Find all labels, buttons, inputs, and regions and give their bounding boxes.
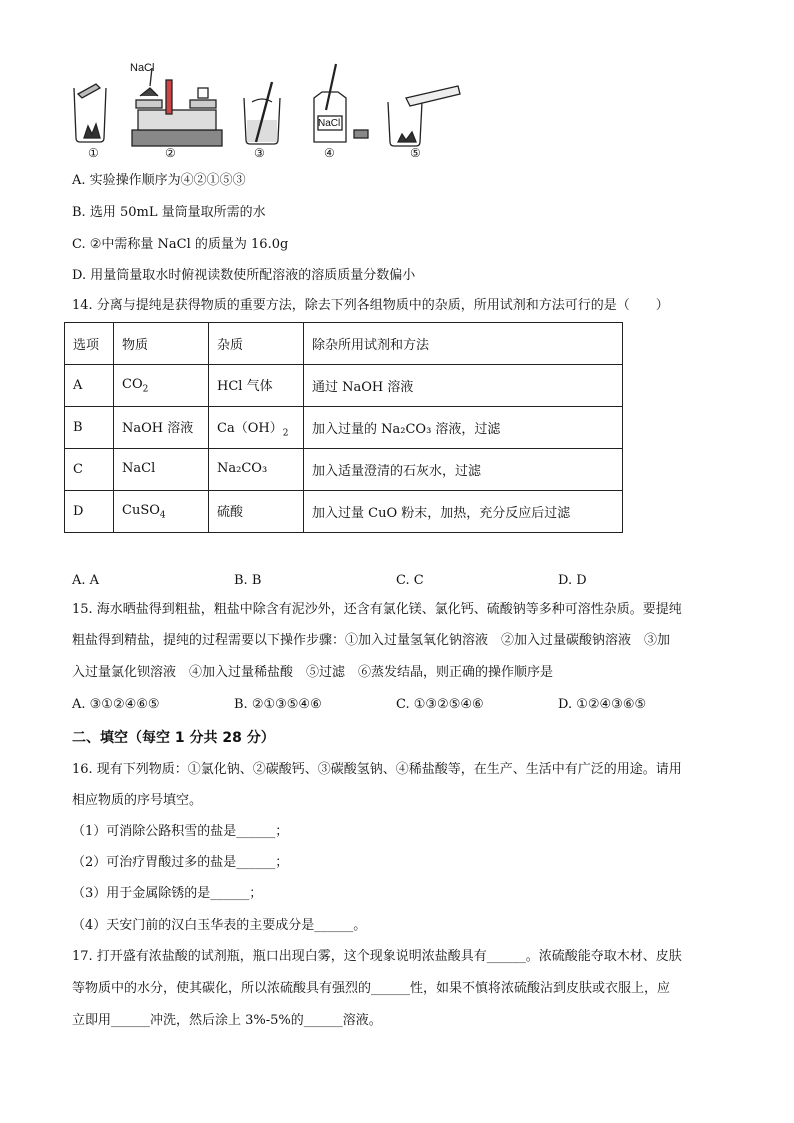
q15-line-1: 15. 海水晒盐得到粗盐，粗盐中除含有泥沙外，还含有氯化镁、氯化钙、硫酸钠等多种可溶性杂质。要提纯: [72, 602, 682, 617]
q14-table: [64, 322, 623, 533]
table-header-row: [65, 323, 623, 365]
q17-line-1: 17. 打开盛有浓盐酸的试剂瓶，瓶口出现白雾，这个现象说明浓盐酸具有______。浓硫酸能夺取木材、皮肤: [72, 949, 682, 964]
table-cell-option: D: [65, 491, 114, 533]
table-cell-option: B: [65, 407, 114, 449]
step-label-4: ④: [324, 146, 335, 160]
table-row: [65, 491, 623, 533]
q15-choice-a: A. ③①②④⑥⑤: [72, 697, 160, 712]
table-cell-option: C: [65, 449, 114, 491]
table-cell-method: 加入适量澄清的石灰水，过滤: [304, 449, 623, 491]
table-cell-impurity: Na₂CO₃: [209, 449, 304, 491]
q14-stem: 14. 分离与提纯是获得物质的重要方法，除去下列各组物质中的杂质，所用试剂和方法可行的是（ ）: [72, 298, 669, 313]
table-row: [65, 365, 623, 407]
table-row: [65, 449, 623, 491]
q15-choices: [72, 697, 646, 712]
q14-choice-b: B. B: [234, 573, 262, 588]
table-cell-impurity: HCl 气体: [209, 365, 304, 407]
reagent-bottle-icon: [314, 64, 368, 142]
q15-line-3: 入过量氯化钡溶液 ④加入过量稀盐酸 ⑤过滤 ⑥蒸发结晶，则正确的操作顺序是: [72, 665, 554, 680]
pouring-beaker-icon: [388, 86, 460, 146]
bottle-label: NaCl: [318, 118, 341, 129]
table-cell-substance: NaCl: [114, 449, 209, 491]
table-header-cell: 选项: [65, 323, 114, 365]
table-cell-option: A: [65, 365, 114, 407]
step-label-5: ⑤: [410, 146, 421, 160]
q15-choice-c: C. ①③②⑤④⑥: [396, 697, 484, 712]
q17-line-2: 等物质中的水分，使其碳化，所以浓硫酸具有强烈的______性，如果不慎将浓硫酸沾到皮肤或衣服上，应: [72, 981, 671, 996]
table-row: [65, 407, 623, 449]
table-cell-method: 加入过量的 Na₂CO₃ 溶液，过滤: [304, 407, 623, 449]
table-cell-substance: NaOH 溶液: [114, 407, 209, 449]
q15-choice-d: D. ①②④③⑥⑤: [558, 697, 647, 712]
table-header-cell: 除杂所用试剂和方法: [304, 323, 623, 365]
table-cell-substance: $CO_2$: [114, 365, 209, 407]
table-cell-method: 通过 NaOH 溶液: [304, 365, 623, 407]
q16-item-1: （1）可消除公路积雪的盐是______；: [72, 824, 289, 839]
q14-choice-c: C. C: [396, 573, 424, 588]
beaker-stirring-icon: [244, 82, 280, 144]
q17-line-3: 立即用______冲洗，然后涂上 3%-5%的______溶液。: [72, 1013, 382, 1028]
nacl-label: NaCl: [130, 62, 155, 74]
experiment-figure: [66, 58, 466, 162]
q16-item-3: （3）用于金属除锈的是______；: [72, 886, 263, 901]
table-cell-substance: CuSO$_4$: [114, 491, 209, 533]
section-heading: 二、填空（每空 1 分共 28 分）: [72, 730, 275, 746]
beaker-with-solid-icon: [74, 84, 106, 142]
q13-option-a: A. 实验操作顺序为④②①⑤③: [72, 173, 246, 188]
step-label-2: ②: [165, 146, 176, 160]
q13-option-b: B. 选用 50mL 量筒量取所需的水: [72, 205, 266, 220]
q16-item-4: （4）天安门前的汉白玉华表的主要成分是______。: [72, 918, 367, 933]
table-header-cell: 杂质: [209, 323, 304, 365]
table-header-cell: 物质: [114, 323, 209, 365]
q15-choice-b: B. ②①③⑤④⑥: [234, 697, 322, 712]
balance-scale-icon: [132, 68, 222, 146]
table-cell-impurity: 硫酸: [209, 491, 304, 533]
q14-choice-d: D. D: [558, 573, 587, 588]
experiment-apparatus-drawing: [66, 58, 466, 162]
step-label-3: ③: [254, 146, 265, 160]
q13-option-d: D. 用量筒量取水时俯视读数使所配溶液的溶质质量分数偏小: [72, 268, 416, 283]
q14-choice-a: A. A: [72, 573, 100, 588]
table-cell-method: 加入过量 CuO 粉末，加热，充分反应后过滤: [304, 491, 623, 533]
q16-item-2: （2）可治疗胃酸过多的盐是______；: [72, 855, 289, 870]
q16-line-2: 相应物质的序号填空。: [72, 793, 203, 808]
table-cell-impurity: $Ca(OH)_2$: [209, 407, 304, 449]
q16-line-1: 16. 现有下列物质：①氯化钠、②碳酸钙、③碳酸氢钠、④稀盐酸等，在生产、生活中有广泛的用途。请用: [72, 762, 682, 777]
step-label-1: ①: [88, 146, 99, 160]
q14-choices: [72, 573, 587, 588]
q13-option-c: C. ②中需称量 NaCl 的质量为 16.0g: [72, 237, 289, 252]
q15-line-2: 粗盐得到精盐，提纯的过程需要以下操作步骤：①加入过量氢氧化钠溶液 ②加入过量碳酸钠溶液 ③加: [72, 633, 671, 648]
